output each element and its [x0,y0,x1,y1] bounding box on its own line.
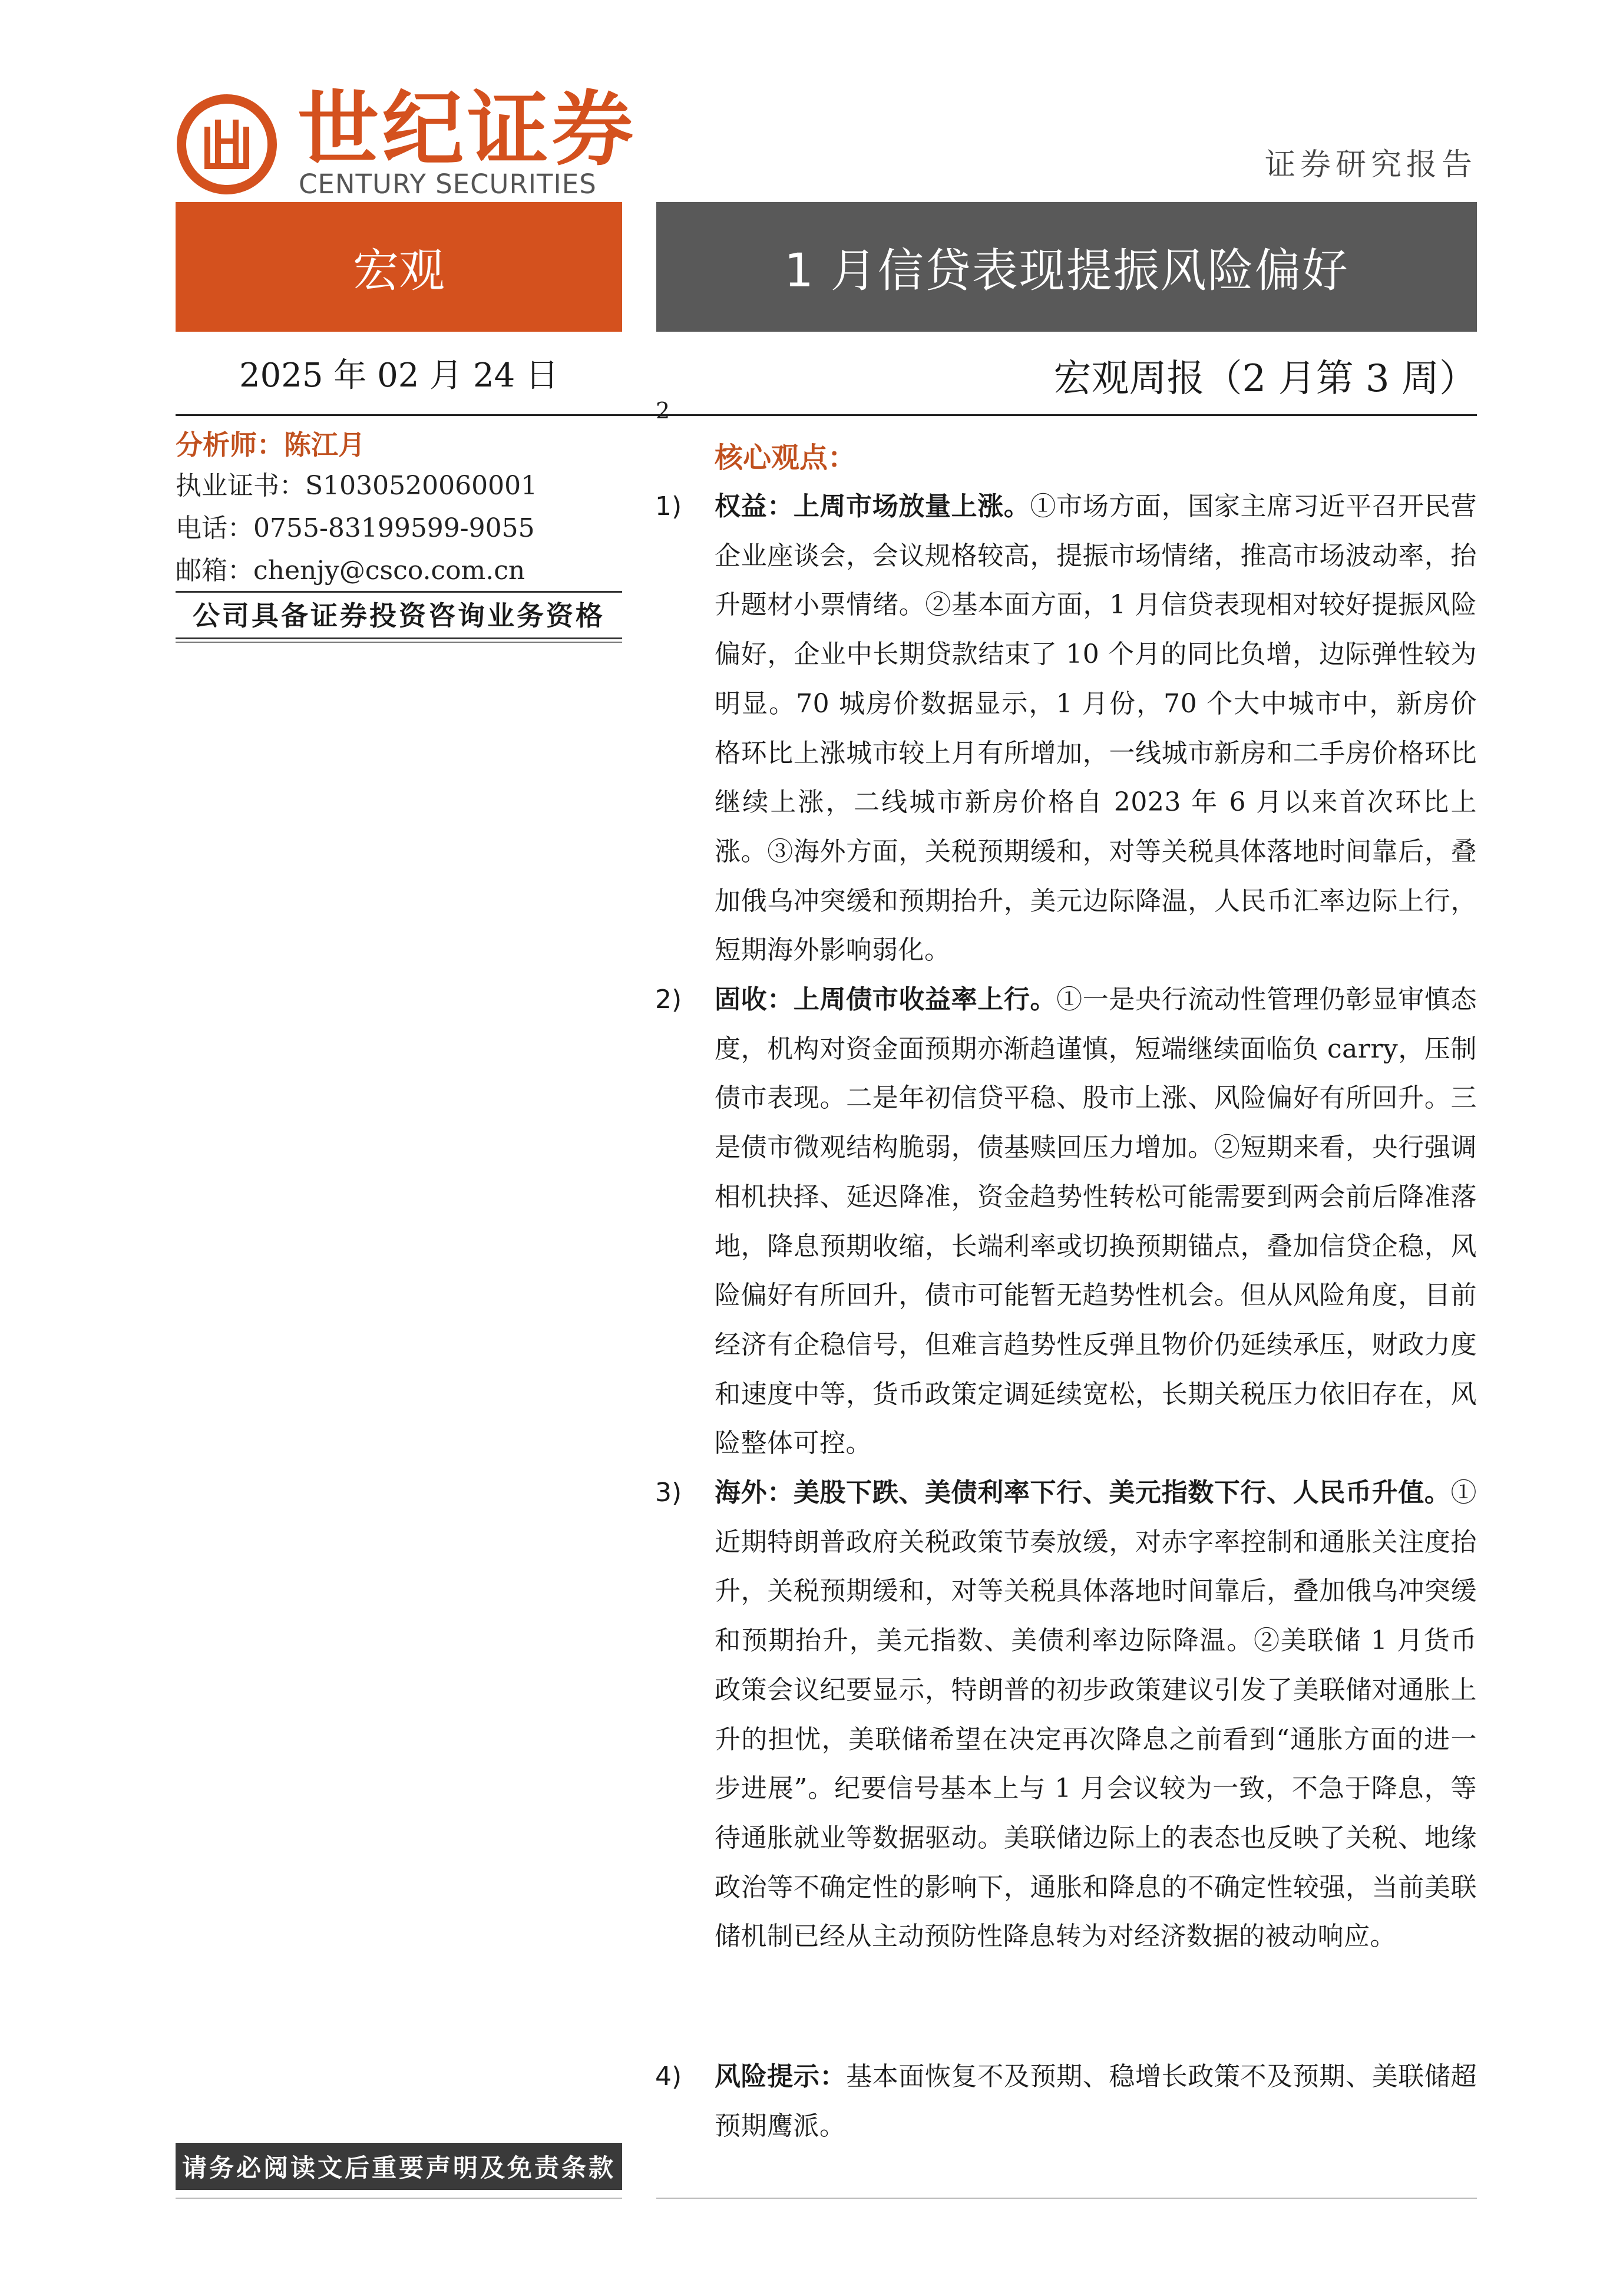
core-item-risk [715,2052,1477,2150]
logo-glyph-icon [197,115,256,174]
header-divider-left [176,414,659,416]
logo-text-cn: 世纪证券 [298,82,637,177]
core-item-equity [715,482,1477,975]
stray-mark: 2 [656,398,670,424]
category-banner [176,202,622,332]
footer-divider-left [176,2198,622,2199]
report-date: 2025 年 02 月 24 日 [239,356,559,395]
analyst-name: 分析师：陈江月 [176,429,365,461]
item-number: 3) [655,1478,682,1508]
item-lead: 海外：美股下跌、美债利率下行、美元指数下行、人民币升值。 [715,1478,1451,1508]
qualification-rule-top [176,591,622,593]
report-subtitle: 宏观周报（2 月第 3 周） [1053,357,1477,401]
qualification-rule-bottom [176,637,622,639]
item-lead: 权益：上周市场放量上涨。 [715,491,1030,521]
analyst-license: 执业证书：S1030520060001 [176,471,538,501]
item-text: ①一是央行流动性管理仍彰显审慎态度，机构对资金面预期亦渐趋谨慎，短端继续面临负 carry，压制债市表现。二是年初信贷平稳、股市上涨、风险偏好有所回升。三是债市微观结构脆弱，债基赎回压力增加。②短期来看，央行强调相机抉择、延迟降准，资金趋势性转松可能需要到两会前后降准落地，降息预期收缩，长端利率或切换预期锚点，叠加信贷企稳，风险偏好有所回升，债市可能暂无趋势性机会。但从风险角度，目前经济有企稳信号，但难言趋势性反弹且物价仍延续承压，财政力度和速度中等，货币政策定调延续宽松，长期关税压力依旧存在，风险整体可控。 [715,985,1477,1459]
disclaimer-link[interactable] [176,2143,622,2190]
logo-text-en: CENTURY SECURITIES [299,169,597,200]
qualification-statement: 公司具备证券投资咨询业务资格 [193,600,605,632]
qualification-rule-bottom-thin [176,642,622,643]
item-text: 基本面恢复不及预期、稳增长政策不及预期、美联储超预期鹰派。 [715,2062,1477,2141]
item-number: 4) [655,2062,682,2092]
core-view-title: 核心观点： [715,441,857,474]
item-number: 1) [655,491,682,521]
analyst-phone: 电话：0755-83199599-9055 [176,513,535,543]
core-item-fixed-income [715,975,1477,1468]
category-label: 宏观 [352,245,445,298]
header-divider-right [656,414,1477,416]
footer-divider-right [656,2198,1477,2199]
analyst-email: 邮箱：chenjy@csco.com.cn [176,556,525,586]
title-banner [656,202,1477,332]
report-type-label: 证券研究报告 [1264,147,1477,183]
logo-mark [177,94,277,194]
item-lead: 风险提示： [715,2062,847,2092]
item-text: ①近期特朗普政府关税政策节奏放缓，对赤字率控制和通胀关注度抬升，关税预期缓和，对等关税具体落地时间靠后，叠加俄乌冲突缓和预期抬升，美元指数、美债利率边际降温。②美联储 1 月货币政策会议纪要显示，特朗普的初步政策建议引发了美联储对通胀上升的担忧，美联储希望在决定再次降息之前看到“通胀方面的进一步进展”。纪要信号基本上与 1 月会议较为一致，不急于降息，等待通胀就业等数据驱动。美联储边际上的表态也反映了关税、地缘政治等不确定性的影响下，通胀和降息的不确定性较强，当前美联储机制已经从主动预防性降息转为对经济数据的被动响应。 [715,1478,1477,1952]
report-title: 1 月信贷表现提振风险偏好 [784,245,1349,298]
core-item-overseas [715,1468,1477,1961]
item-lead: 固收：上周债市收益率上行。 [715,985,1057,1015]
item-text: ①市场方面，国家主席习近平召开民营企业座谈会，会议规格较高，提振市场情绪，推高市场波动率，抬升题材小票情绪。②基本面方面，1 月信贷表现相对较好提振风险偏好，企业中长期贷款结束了 10 个月的同比负增，边际弹性较为明显。70 城房价数据显示，1 月份，70 个大中城市中，新房价格环比上涨城市较上月有所增加，一线城市新房和二手房价格环比继续上涨，二线城市新房价格自 2023 年 6 月以来首次环比上涨。③海外方面，关税预期缓和，对等关税具体落地时间靠后，叠加俄乌冲突缓和预期抬升，美元边际降温，人民币汇率边际上行，短期海外影响弱化。 [715,491,1477,966]
item-number: 2) [655,985,682,1015]
disclaimer-text: 请务必阅读文后重要声明及免责条款 [181,2153,616,2182]
